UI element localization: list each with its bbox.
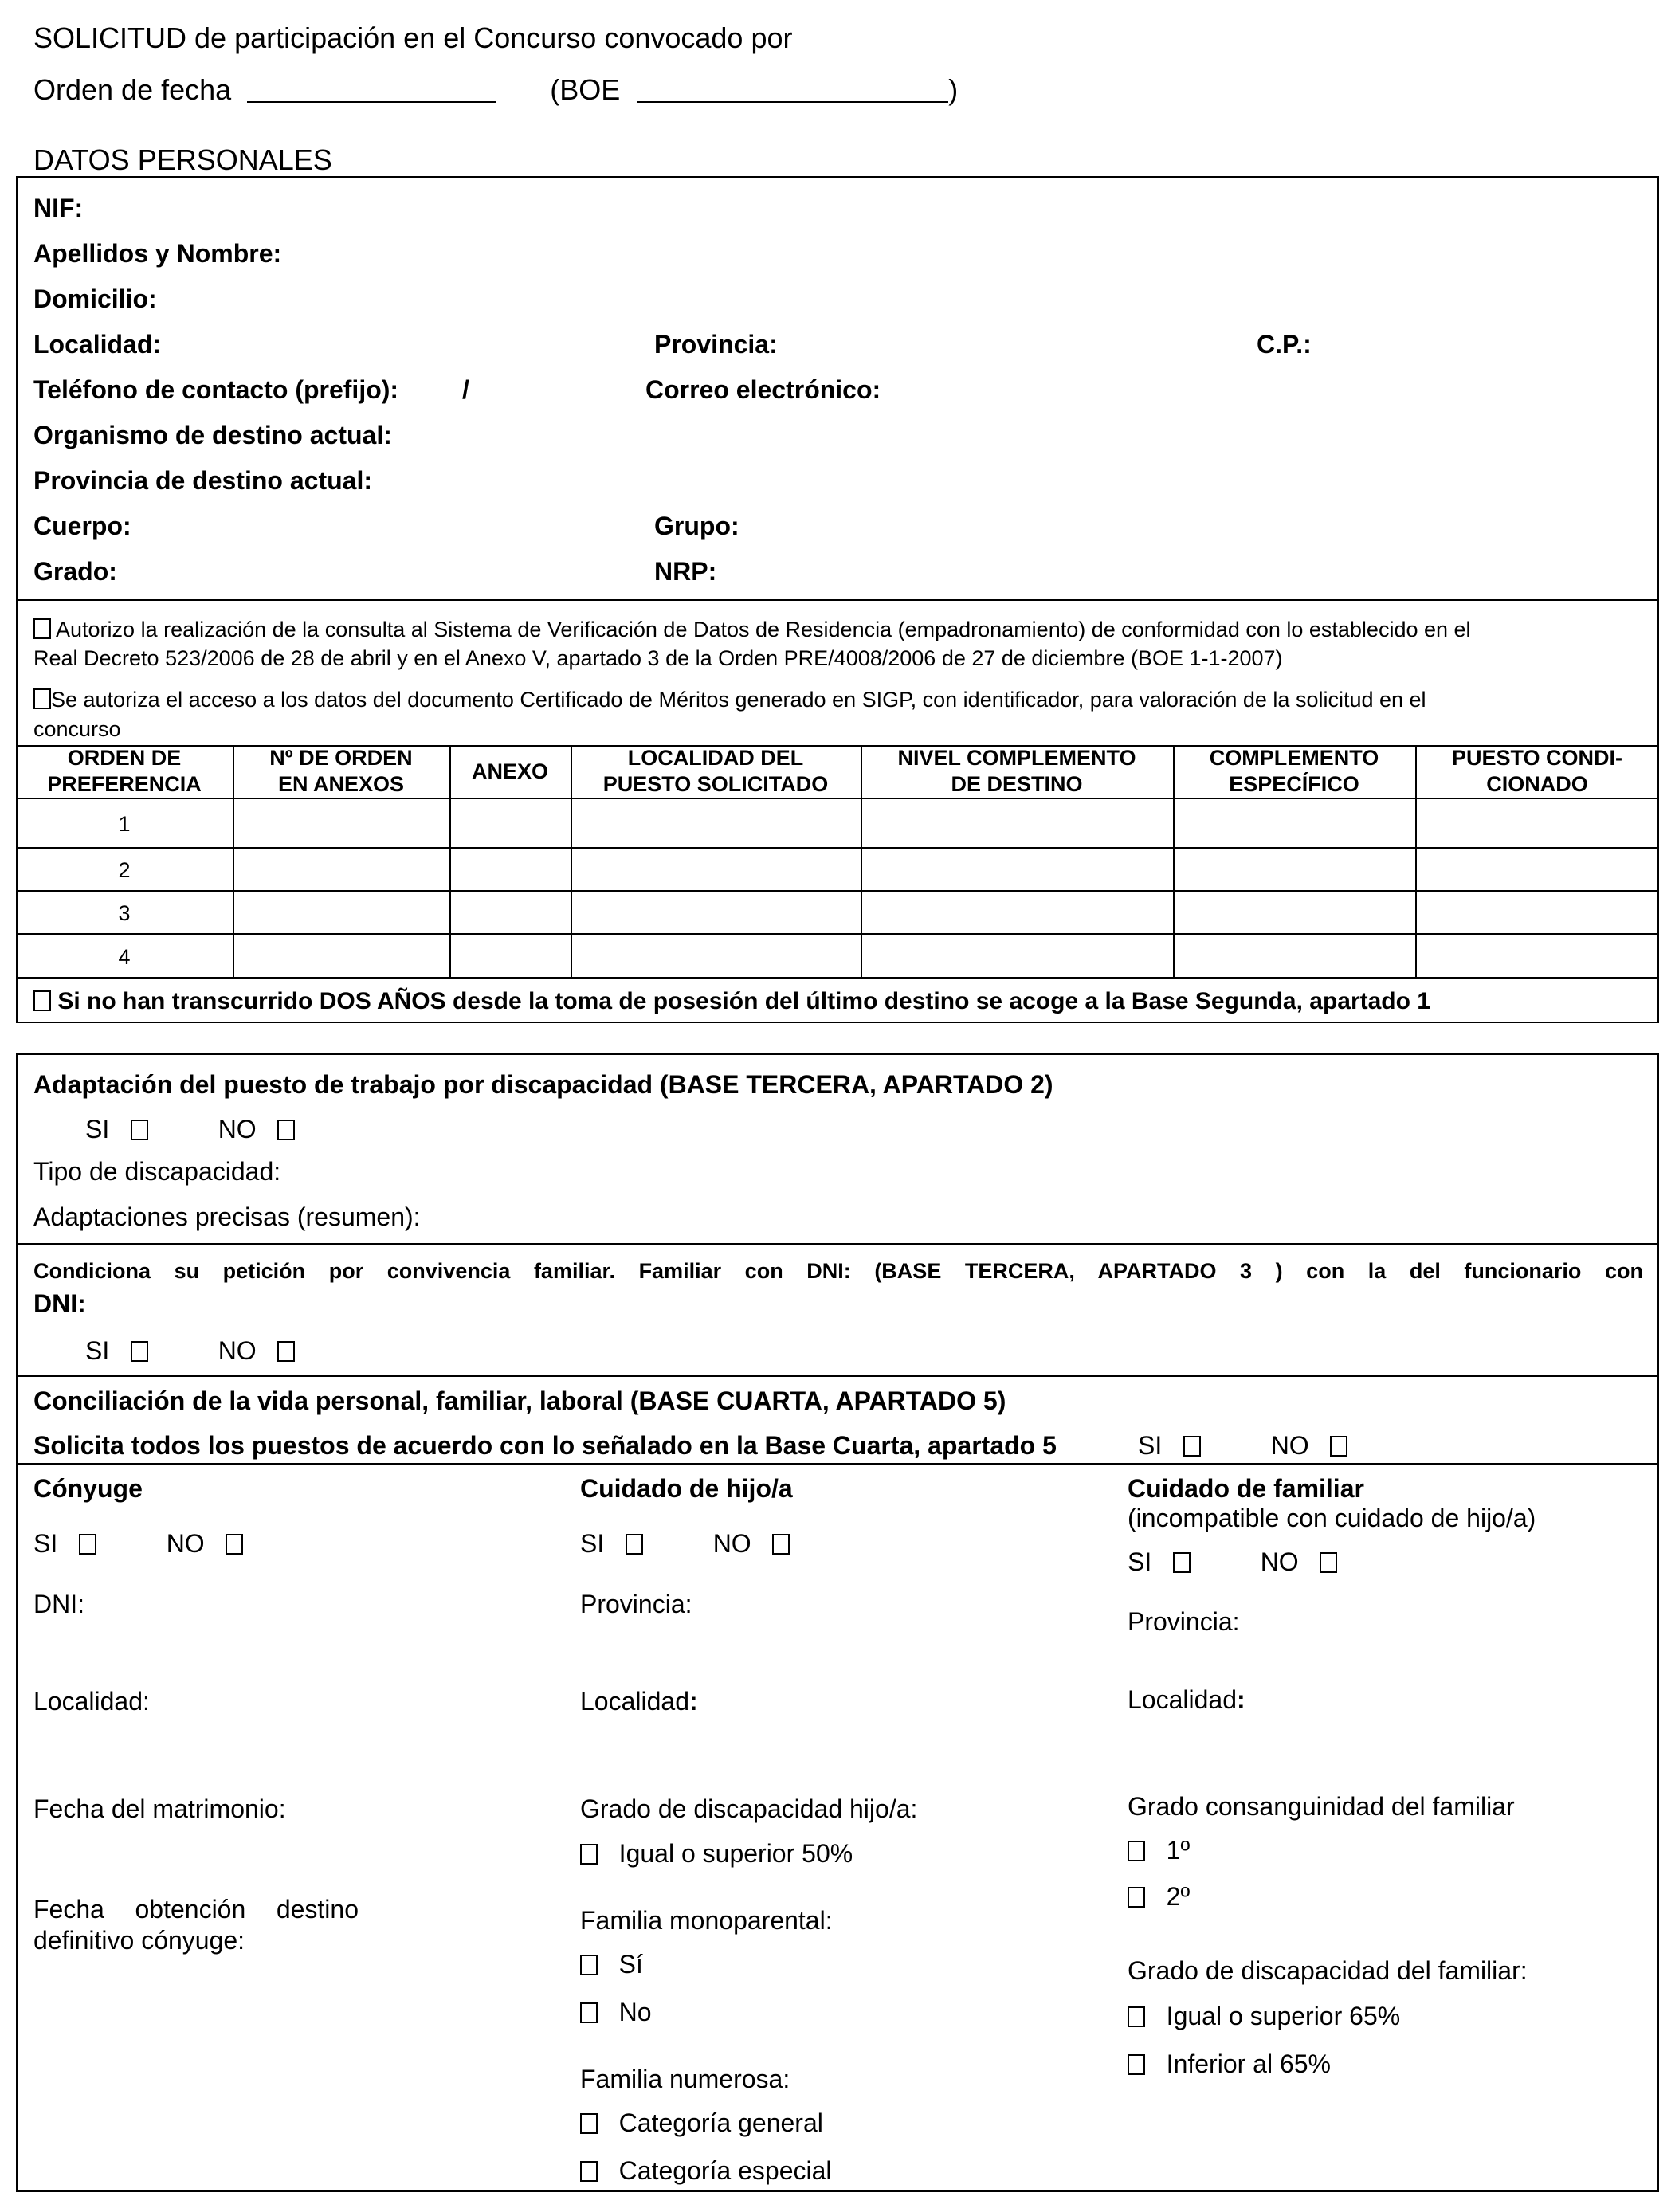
nrp-label: NRP: (654, 557, 717, 586)
autoriza-meritos-text: Se autoriza el acceso a los datos del documento Certificado de Méritos generado en SIGP, con identificador, para valoración de la solicitud en el (51, 688, 1426, 712)
convivencia-si-row: SI NO (85, 1338, 295, 1363)
numerosa-label: Familia numerosa: (580, 2065, 790, 2093)
familiar-provincia-label: Provincia: (1128, 1607, 1240, 1636)
th-complemento-especifico: COMPLEMENTO ESPECÍFICO (1209, 746, 1379, 796)
familiar-si-checkbox[interactable] (1173, 1552, 1191, 1573)
autoriza-residencia-checkbox[interactable] (33, 618, 51, 639)
hijo-grado-label: Grado de discapacidad hijo/a: (580, 1794, 918, 1823)
conyuge-si-row: SI NO (33, 1531, 243, 1556)
consanguinidad-2-row: 2º (1128, 1884, 1190, 1909)
convivencia-title: Condiciona su petición por convivencia familiar. Familiar con DNI: (BASE TERCERA, APARTADO 3 ) con la del funcionario con (33, 1259, 1643, 1283)
grupo-label: Grupo: (654, 512, 739, 540)
fecha-matrimonio-label: Fecha del matrimonio: (33, 1794, 286, 1823)
fecha-obtencion-label-2: definitivo cónyuge: (33, 1926, 245, 1955)
familiar-igual-superior-row: Igual o superior 65% (1128, 2003, 1400, 2029)
familiar-localidad-label: Localidad (1128, 1685, 1237, 1714)
conciliacion-title: Conciliación de la vida personal, familiar, laboral (BASE CUARTA, APARTADO 5) (33, 1386, 1006, 1415)
organismo-label: Organismo de destino actual: (33, 421, 392, 449)
autoriza-residencia-row (33, 618, 1471, 641)
categoria-especial-row: Categoría especial (580, 2158, 832, 2183)
categoria-general-checkbox[interactable] (580, 2113, 598, 2134)
adaptaciones-label: Adaptaciones precisas (resumen): (33, 1202, 421, 1231)
monoparental-si-row: Sí (580, 1951, 643, 1977)
conciliacion-no-checkbox[interactable] (1330, 1436, 1347, 1457)
consanguinidad-1-checkbox[interactable] (1128, 1841, 1145, 1861)
conciliacion-si-row: SI NO (1138, 1433, 1347, 1458)
familiar-si-row: SI NO (1128, 1549, 1337, 1575)
discapacidad-no-checkbox[interactable] (277, 1120, 295, 1140)
base-segunda-text: Si no han transcurrido DOS AÑOS desde la toma de posesión del último destino se acoge a la Base Segunda, apartado 1 (57, 988, 1430, 1014)
conyuge-si-checkbox[interactable] (79, 1534, 96, 1555)
datos-personales-title: DATOS PERSONALES (33, 143, 332, 176)
consanguinidad-2-checkbox[interactable] (1128, 1887, 1145, 1908)
convivencia-title-2: DNI: (33, 1289, 86, 1318)
autoriza-meritos-checkbox[interactable] (33, 688, 51, 709)
hijo-provincia-label: Provincia: (580, 1590, 692, 1618)
familiar-grado-disc-label: Grado de discapacidad del familiar: (1128, 1956, 1528, 1985)
familiar-subtitle: (incompatible con cuidado de hijo/a) (1128, 1504, 1536, 1532)
orden-label: Orden de fecha (33, 73, 232, 106)
familiar-localidad-row: Localidad: (1128, 1685, 1245, 1714)
base-segunda-row (33, 990, 1430, 1014)
telefono-label: Teléfono de contacto (prefijo): (33, 375, 399, 404)
table-row-number: 3 (118, 901, 131, 925)
base-segunda-checkbox[interactable] (33, 990, 51, 1011)
autoriza-meritos-row (33, 688, 1426, 711)
hijo-localidad-label: Localidad (580, 1687, 689, 1716)
localidad-label: Localidad: (33, 330, 162, 359)
familiar-inferior-checkbox[interactable] (1128, 2054, 1145, 2075)
orden-fecha-blank[interactable] (247, 77, 496, 103)
telefono-separator: / (462, 375, 469, 404)
correo-label: Correo electrónico: (645, 375, 881, 404)
discapacidad-si-checkbox[interactable] (131, 1120, 148, 1140)
familiar-inferior-row: Inferior al 65% (1128, 2051, 1331, 2077)
th-puesto-condicionado: PUESTO CONDI- CIONADO (1451, 746, 1623, 796)
th-orden-preferencia: ORDEN DE PREFERENCIA (47, 746, 202, 796)
familiar-title: Cuidado de familiar (1128, 1474, 1364, 1503)
hijo-igual-superior-row: Igual o superior 50% (580, 1841, 853, 1866)
domicilio-label: Domicilio: (33, 284, 157, 313)
discapacidad-title: Adaptación del puesto de trabajo por discapacidad (BASE TERCERA, APARTADO 2) (33, 1070, 1053, 1099)
autoriza-meritos-text-2: concurso (33, 717, 121, 741)
conyuge-title: Cónyuge (33, 1474, 143, 1503)
convivencia-si-checkbox[interactable] (131, 1341, 148, 1362)
conciliacion-si-checkbox[interactable] (1183, 1436, 1201, 1457)
grado-label: Grado: (33, 557, 117, 586)
autoriza-residencia-text-2: Real Decreto 523/2006 de 28 de abril y en el Anexo V, apartado 3 de la Orden PRE/4008/2006 de 27 de diciembre (BOE 1-1-2007) (33, 646, 1283, 670)
conciliacion-solicita: Solicita todos los puestos de acuerdo con lo señalado en la Base Cuarta, apartado 5 (33, 1431, 1057, 1460)
provincia-label: Provincia: (654, 330, 778, 359)
nif-label: NIF: (33, 194, 84, 222)
familiar-igual-superior-checkbox[interactable] (1128, 2006, 1145, 2027)
discapacidad-si-row: SI NO (85, 1116, 295, 1142)
categoria-especial-checkbox[interactable] (580, 2161, 598, 2182)
convivencia-no-checkbox[interactable] (277, 1341, 295, 1362)
hijo-no-checkbox[interactable] (772, 1534, 790, 1555)
fecha-obtencion-label: Fecha obtención destino (33, 1895, 359, 1924)
monoparental-label: Familia monoparental: (580, 1906, 833, 1935)
table-row-number: 2 (118, 858, 131, 882)
hijo-title: Cuidado de hijo/a (580, 1474, 793, 1503)
conyuge-dni-label: DNI: (33, 1590, 84, 1618)
monoparental-no-checkbox[interactable] (580, 2002, 598, 2023)
monoparental-no-row: No (580, 1999, 652, 2025)
th-localidad-puesto: LOCALIDAD DEL PUESTO SOLICITADO (602, 746, 829, 796)
hijo-igual-superior-checkbox[interactable] (580, 1844, 598, 1865)
cp-label: C.P.: (1257, 330, 1312, 359)
table-row-number: 1 (118, 812, 131, 836)
autoriza-residencia-text: Autorizo la realización de la consulta al Sistema de Verificación de Datos de Residencia (empadronamiento) de conformidad con lo establecido en el (56, 618, 1471, 641)
table-row-number: 4 (118, 945, 131, 969)
familiar-no-checkbox[interactable] (1320, 1552, 1337, 1573)
categoria-general-row: Categoría general (580, 2110, 823, 2136)
hijo-si-checkbox[interactable] (626, 1534, 643, 1555)
orden-line (33, 73, 959, 106)
form-title: SOLICITUD de participación en el Concurso convocado por (33, 22, 793, 54)
th-anexo: ANEXO (471, 759, 549, 783)
consanguinidad-1-row: 1º (1128, 1837, 1190, 1863)
boe-blank[interactable] (637, 77, 948, 103)
tipo-discapacidad-label: Tipo de discapacidad: (33, 1157, 281, 1186)
conyuge-no-checkbox[interactable] (226, 1534, 243, 1555)
apellidos-label: Apellidos y Nombre: (33, 239, 282, 268)
hijo-si-row: SI NO (580, 1531, 790, 1556)
provincia-destino-label: Provincia de destino actual: (33, 466, 372, 495)
th-nivel-complemento: NIVEL COMPLEMENTO DE DESTINO (897, 746, 1136, 796)
boe-close: ) (948, 73, 959, 106)
monoparental-si-checkbox[interactable] (580, 1955, 598, 1975)
hijo-localidad-row: Localidad: (580, 1687, 698, 1716)
th-numero-orden: Nº DE ORDEN EN ANEXOS (269, 746, 413, 796)
conyuge-localidad-label: Localidad: (33, 1687, 150, 1716)
boe-label: (BOE (550, 73, 621, 106)
cuerpo-label: Cuerpo: (33, 512, 131, 540)
consanguinidad-label: Grado consanguinidad del familiar (1128, 1792, 1515, 1821)
